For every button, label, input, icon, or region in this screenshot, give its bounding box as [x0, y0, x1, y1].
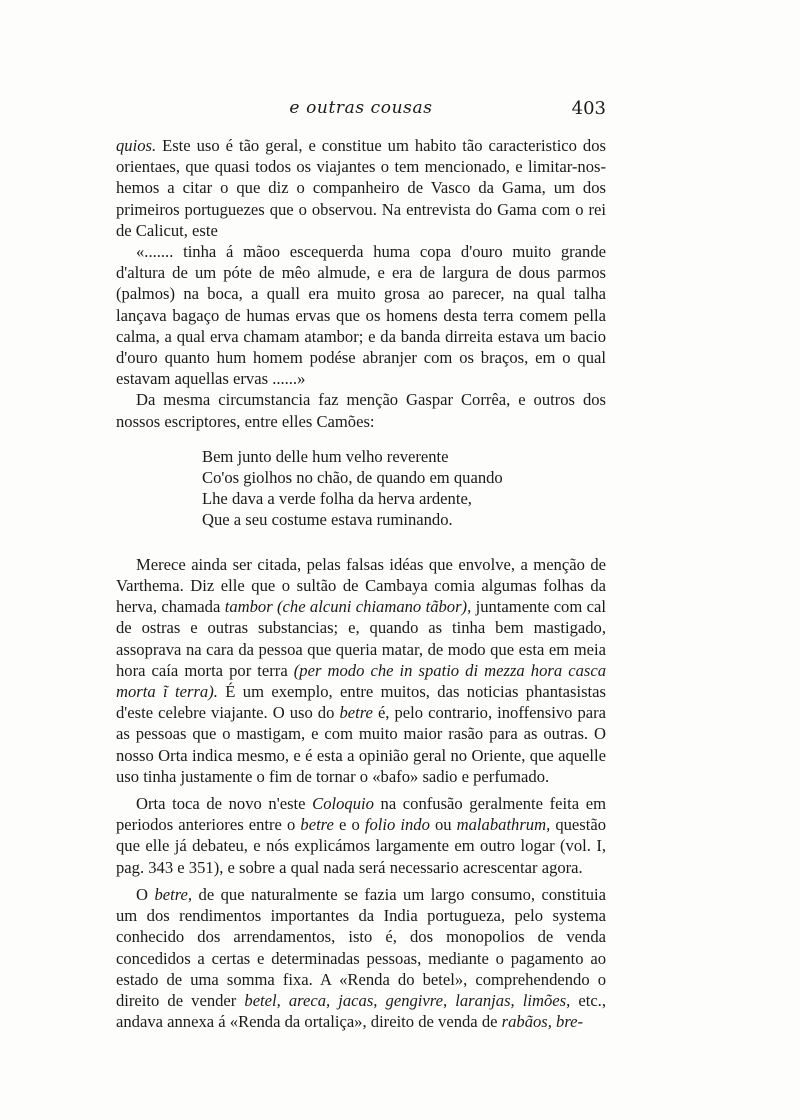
p4-text-5: questão que elle já debateu, e nós explicámos largamente em outro logar (vol. I, pag. 343 e 351), e sobre a qual nada será necessario acrescentar agora. [116, 815, 607, 877]
paragraph-5 [116, 884, 606, 1032]
p5-text-3: etc., andava annexa á «Renda da ortaliça», direito de venda de [116, 990, 606, 1032]
p5-italic-3: rabãos, bre- [501, 1012, 584, 1032]
verse-line: Bem junto delle hum velho reverente [202, 446, 449, 466]
body-text [116, 135, 606, 1032]
block-quote: «....... tinha á mãoo escequerda huma copa d'ouro muito grande d'altura de um póte de mêo almude, e era de largura de dous parmos (palmos) na boca, a quall era muito grosa ao parecer, na qual talha lançava bagaço de humas ervas que os homens desta terra comem pella calma, a qual erva chamam atambor; e da banda dirreita estava um bacio d'ouro quanto hum homem podése abranjer com os braços, em o qual estavam aquellas ervas ......» [116, 242, 606, 389]
p4-italic-1: Coloquio [312, 794, 374, 814]
p3-text-3: É um exemplo, entre muitos, das noticias phantasistas d'este celebre viajante. O uso do [116, 682, 606, 723]
p4-text-4: ou [429, 815, 457, 835]
p4-text-2: na confusão geralmente feita em periodos anteriores entre o [116, 794, 606, 835]
verse-line: Lhe dava a verde folha da herva ardente, [202, 488, 472, 508]
page-header [116, 98, 606, 124]
p3-text-2: juntamente com cal de ostras e outras substancias; e, quando as tinha bem mastigado, assoprava na cara da pessoa que queria matar, de modo que esta em meia hora caía morta por terra [116, 597, 606, 680]
p4-italic-2: betre [300, 815, 334, 835]
running-title: e outras cousas [289, 98, 433, 118]
p3-italic-1: tambor (che alcuni chiamano tãbor), [224, 597, 472, 617]
p4-italic-4: malabathrum, [456, 815, 551, 835]
p3-text-4: é, pelo contrario, inoffensivo para as pessoas que o mastigam, e com muito maior rasão para as outras. O nosso Orta indica mesmo, e é esta a opinião geral no Oriente, que aquelle uso tinha justamente o fim de tornar o «bafo» sadio e perfumado. [116, 703, 607, 786]
paragraph-1-italic-lead: quios. [116, 136, 157, 155]
p3-italic-2: (per modo che in spatio di mezza hora casca morta ĩ terra). [116, 660, 606, 702]
paragraph-3 [116, 554, 606, 787]
verse-line: Que a seu costume estava ruminando. [202, 509, 453, 529]
p4-text-3: e o [333, 815, 365, 835]
paragraph-1 [116, 135, 606, 241]
p3-text-1: Merece ainda ser citada, pelas falsas idéas que envolve, a menção de Varthema. Diz elle que o sultão de Cambaya comia algumas folhas da herva, chamada [116, 554, 606, 617]
p5-italic-2: betel, areca, jacas, gengivre, laranjas, limões, [244, 990, 571, 1010]
paragraph-4 [116, 793, 606, 878]
p3-italic-3: betre [339, 703, 373, 723]
p5-italic-1: betre, [154, 884, 193, 904]
p4-text-1: Orta toca de novo n'este [136, 794, 313, 814]
verse-line: Co'os giolhos no chão, de quando em quando [202, 467, 503, 487]
page-number: 403 [571, 98, 606, 119]
p4-italic-3: folio indo [364, 815, 430, 835]
paragraph-2: Da mesma circumstancia faz menção Gaspar Corrêa, e outros dos nossos escriptores, entre elles Camões: [116, 390, 606, 431]
p5-text-1: O [136, 884, 155, 904]
paragraph-1-text: Este uso é tão geral, e constitue um habito tão caracteristico dos orientaes, que quasi todos os viajantes o tem mencionado, e limitar-nos-hemos a citar o que diz o companheiro de Vasco da Gama, um dos primeiros portuguezes que o observou. Na entrevista do Gama com o rei de Calicut, este [116, 136, 606, 240]
verse-quotation [202, 446, 606, 530]
p5-text-2: de que naturalmente se fazia um largo consumo, constituia um dos rendimentos importantes da India portugueza, pelo systema conhecido dos arrendamentos, isto é, dos monopolios de venda concedidos a certas e determinadas pessoas, mediante o pagamento ao estado de uma somma fixa. A «Renda do betel», comprehendendo o direito de vender [116, 884, 606, 1010]
